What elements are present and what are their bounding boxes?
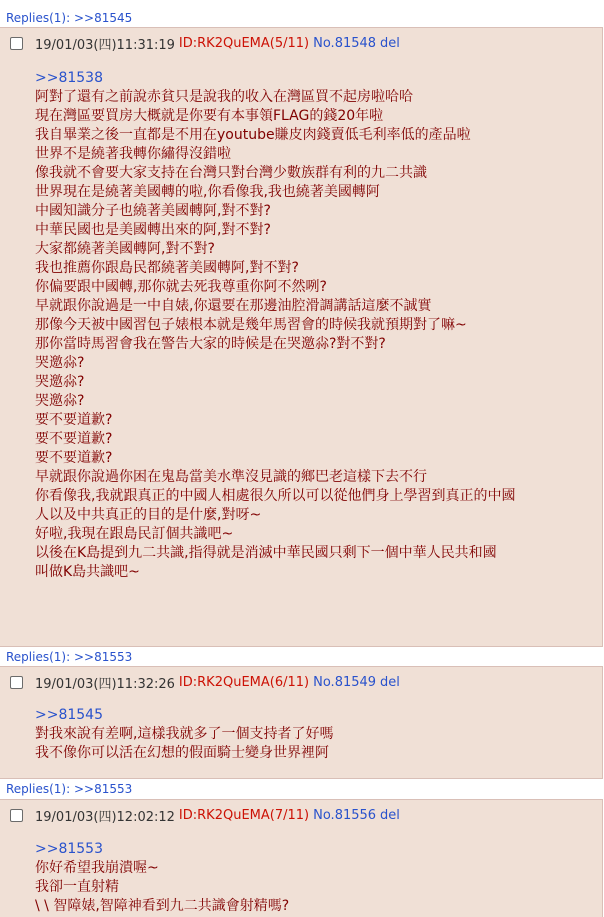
post-line: 以後在K島提到九二共識,指得就是消滅中華民國只剩下一個中華人民共和國 (35, 545, 497, 561)
post-select-checkbox[interactable] (10, 676, 23, 689)
post-line: 早就跟你說過是一中自婊,你還要在那邊油腔滑調講話這麼不誠實 (35, 298, 432, 314)
post-date: 19/01/03(四)11:31:19 (35, 37, 175, 53)
reply-link[interactable]: >>81545 (73, 11, 133, 25)
reply-link[interactable]: >>81553 (73, 782, 133, 796)
post-line: 像我就不會要大家支持在台灣只對台灣少數族群有利的九二共識 (35, 165, 427, 181)
post-line: 阿對了還有之前說赤貧只是說我的收入在灣區買不起房啦哈哈 (35, 89, 413, 105)
post-line: 世界現在是繞著美國轉的啦,你看像我,我也繞著美國轉阿 (35, 184, 380, 200)
replies-label: Replies(1): (6, 11, 71, 25)
replies-line (6, 11, 132, 25)
post-81549 (0, 666, 603, 779)
post-body (35, 69, 515, 582)
post-81548 (0, 27, 603, 647)
post-line: 早就跟你說過你困在鬼島當美水準沒見識的鄉巴老這樣下去不行 (35, 469, 427, 485)
poster-id: ID:RK2QuEMA(5/11) (178, 35, 310, 51)
post-line: 現在灣區要買房大概就是你要有本事領FLAG的錢20年啦 (35, 108, 384, 124)
post-line: 我也推薦你跟島民都繞著美國轉阿,對不對? (35, 260, 299, 276)
post-select-checkbox[interactable] (10, 37, 23, 50)
post-line: 大家都繞著美國轉阿,對不對? (35, 241, 215, 257)
post-header (10, 674, 400, 690)
post-line: 你偏要跟中國轉,那你就去死我尊重你阿不然咧? (35, 279, 327, 295)
post-date: 19/01/03(四)12:02:12 (35, 809, 175, 825)
replies-line (6, 650, 132, 664)
post-81556 (0, 799, 603, 917)
poster-id: ID:RK2QuEMA(6/11) (178, 674, 310, 690)
quote-link[interactable]: >>81545 (35, 707, 103, 723)
post-line: 要不要道歉? (35, 450, 113, 466)
quote-link[interactable]: >>81553 (35, 841, 103, 857)
delete-link[interactable]: del (380, 35, 400, 51)
post-header (10, 35, 400, 51)
post-line: 對我來說有差啊,這樣我就多了一個支持者了好嗎 (35, 726, 334, 742)
post-line: 世界不是繞著我轉你繡得沒錯啦 (35, 146, 231, 162)
post-line: 中華民國也是美國轉出來的阿,對不對? (35, 222, 271, 238)
post-line: 你好希望我崩潰喔~ (35, 860, 159, 876)
post-line: 那像今天被中國習包子婊根本就是幾年馬習會的時候我就預期對了嘛~ (35, 317, 467, 333)
post-line: \ \ 智障婊,智障神看到九二共識會射精嗎? (35, 898, 290, 914)
post-line: 我卻一直射精 (35, 879, 119, 895)
post-line: 好啦,我現在跟島民訂個共識吧~ (35, 526, 234, 542)
replies-label: Replies(1): (6, 782, 71, 796)
post-line: 人以及中共真正的目的是什麼,對呀~ (35, 507, 262, 523)
post-body (35, 706, 333, 763)
post-line: 哭邀尛? (35, 393, 85, 409)
reply-link[interactable]: >>81553 (73, 650, 133, 664)
post-line: 哭邀尛? (35, 355, 85, 371)
post-number-link[interactable]: No.81556 (313, 807, 377, 823)
post-body (35, 840, 289, 916)
post-line: 叫做K島共識吧~ (35, 564, 140, 580)
quote-link[interactable]: >>81538 (35, 70, 103, 86)
post-header (10, 807, 400, 823)
replies-line (6, 782, 132, 796)
post-line: 哭邀尛? (35, 374, 85, 390)
delete-link[interactable]: del (380, 674, 400, 690)
post-number-link[interactable]: No.81549 (313, 674, 377, 690)
post-line: 要不要道歉? (35, 431, 113, 447)
post-line: 那你當時馬習會我在警告大家的時候是在哭邀尛?對不對? (35, 336, 386, 352)
delete-link[interactable]: del (380, 807, 400, 823)
post-line: 我不像你可以活在幻想的假面騎士變身世界裡阿 (35, 745, 329, 761)
poster-id: ID:RK2QuEMA(7/11) (178, 807, 310, 823)
post-line: 我自畢業之後一直都是不用在youtube賺皮肉錢賣低毛利率低的產品啦 (35, 127, 471, 143)
post-date: 19/01/03(四)11:32:26 (35, 676, 175, 692)
post-line: 中國知識分子也繞著美國轉阿,對不對? (35, 203, 271, 219)
replies-label: Replies(1): (6, 650, 71, 664)
post-select-checkbox[interactable] (10, 809, 23, 822)
post-number-link[interactable]: No.81548 (313, 35, 377, 51)
post-line: 要不要道歉? (35, 412, 113, 428)
post-line: 你看像我,我就跟真正的中國人相處很久所以可以從他們身上學習到真正的中國 (35, 488, 516, 504)
